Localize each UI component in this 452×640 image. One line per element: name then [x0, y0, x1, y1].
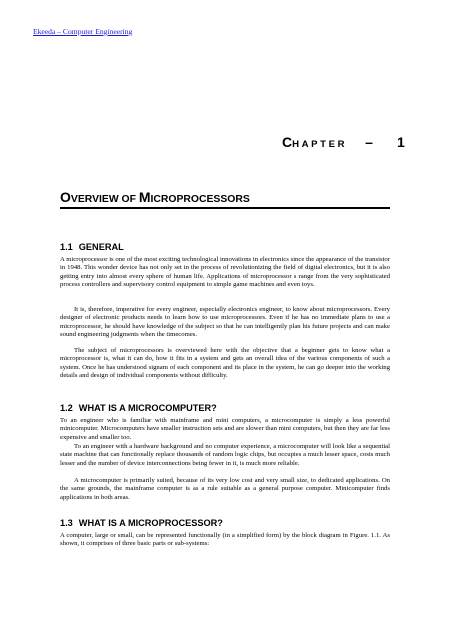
section-number: 1.1	[60, 242, 73, 252]
paragraph: A computer, large or small, can be represented functionally (in a simplified form) by the block diagram in Figure. 1.1. As shown, it comprises of three basic parts or sub-systems:	[60, 532, 390, 548]
title-part-2: ICROPROCESSORS	[150, 194, 250, 205]
title-underline	[60, 207, 390, 209]
paragraph: To an engineer who is familiar with mainframe and mini computers, a microcomputer is simply a less powerful minicomputer. Microcomputers have smaller instruction sets and are slower than mini computers, but then they are far less expensive and smaller too.	[60, 417, 390, 441]
chapter-dash: –	[365, 134, 373, 150]
title-part-1: VERVIEW OF	[70, 194, 139, 205]
section-title: WHAT IS A MICROCOMPUTER?	[78, 403, 217, 413]
chapter-word: HAPTER	[292, 139, 348, 150]
paragraph: The subject of microprocessors is overviewed here with the objective that a beginner gets to know what a microprocessor is, what it can do, how it fits in a system and gets an overall idea of the various components of such a system. Once he has understood signam of each component and its place in the system, he can go deeper into the working details and design of individual components without difficulty.	[60, 347, 390, 379]
paragraph: To an engineer with a hardware background and no computer experience, a microcomputer will look like a sequential state machine that can functionally replace thousands of random logic chips, but occupies a much lesser space, costs much lesser and the number of device interconnections being fewer in it, is much more reliable.	[60, 443, 390, 467]
chapter-title	[60, 190, 390, 206]
header-link[interactable]: Ekeeda – Computer Engineering	[33, 27, 133, 36]
section-heading-1-2	[60, 403, 217, 413]
chapter-cap: C	[282, 134, 293, 150]
chapter-number: 1	[396, 134, 405, 150]
paragraph: It is, therefore, imperative for every engineer, especially electronics engineer, to know about microprocessors. Every designer of electronic products needs to learn how to use microprocessors. Even if he has no immediate plans to use a microprocessor, he should have knowledge of the subject so that he can intelligently plan his future projects and can make sound engineering judgments when the timecomes.	[60, 306, 390, 338]
title-cap-2: M	[138, 189, 151, 205]
paragraph: A microcomputer is primarily suited, because of its very low cost and very small size, to dedicated applications. On the same grounds, the mainframe computer is as a rule suitable as a general purpose computer. Minicomputer finds applications in both areas.	[60, 477, 390, 501]
section-title: GENERAL	[78, 242, 124, 252]
paragraph: A microprocessor is one of the most exciting technological innovations in electronics since the appearance of the transistor in 1948. This wonder device has not only set in the process of revolutionizing the field of digital electronics, but it is also getting entry into almost every sphere of human life. Applications of microprocessor s range from the very sophisticated process controllers and supervisory control equipment to simple game machines and even toys.	[60, 256, 390, 288]
chapter-label	[282, 135, 405, 151]
section-heading-1-1	[60, 242, 124, 252]
title-cap-1: O	[60, 189, 71, 205]
section-heading-1-3	[60, 518, 223, 528]
section-number: 1.2	[60, 403, 73, 413]
section-title: WHAT IS A MICROPROCESSOR?	[78, 518, 223, 528]
section-number: 1.3	[60, 518, 73, 528]
